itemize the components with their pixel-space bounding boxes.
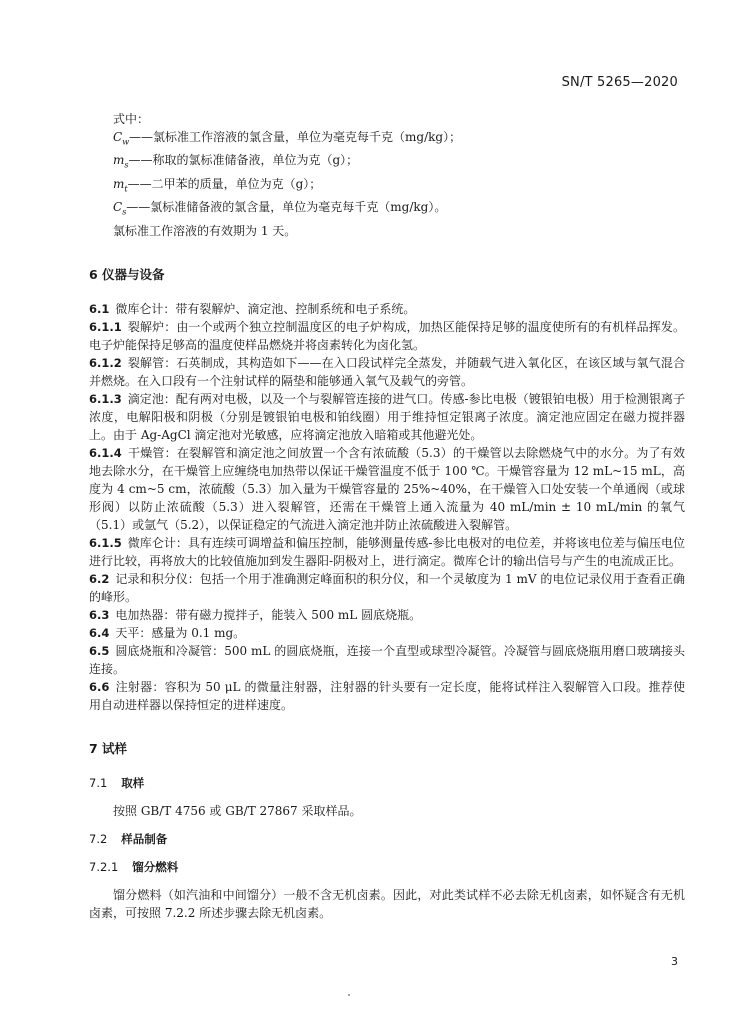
clause-6-1-5: 6.1.5 微库仑计：具有连续可调增益和偏压控制，能够测量传感-参比电极对的电位差，并将该电位差与偏压电位进行比较，再将放大的比较值施加到发生器阳-阴极对上，进行滴定。微库仑计的输出信号与产生的电流成正比。 [89, 535, 685, 568]
subsection-7-2-heading: 7.2 样品制备 [89, 831, 168, 846]
subsection-7-1-text: 按照 GB/T 4756 或 GB/T 27867 采取样品。 [113, 803, 362, 818]
where-line-ms: $m_s——$称取的氯标准储备液，单位为克（g）； [113, 153, 359, 170]
where-block [113, 110, 685, 222]
where-line-cs: $C_s——$氯标准储备液的氯含量，单位为毫克每千克（mg/kg）。 [113, 200, 447, 217]
clause-6-4: 6.4 天平：感量为 0.1 mg。 [89, 625, 246, 640]
clause-6-6: 6.6 注射器：容积为 50 μL 的微量注射器，注射器的针头要有一定长度，能将试样注入裂解管入口段。推荐使用自动进样器以保持恒定的进样速度。 [89, 679, 685, 712]
section-6-heading: 6 仪器与设备 [89, 266, 165, 282]
symbol: $m_t$ [113, 176, 128, 194]
subsection-7-2-1-heading: 7.2.1 馏分燃料 [89, 859, 179, 874]
clause-6-3: 6.3 电加热器：带有磁力搅拌子，能装入 500 mL 圆底烧瓶。 [89, 607, 422, 622]
page-number: 3 [671, 955, 678, 968]
clause-6-1-1: 6.1.1 裂解炉：由一个或两个独立控制温度区的电子炉构成，加热区能保持足够的温度使所有的有机样品挥发。电子炉能保持足够高的温度使样品燃烧并将卤素转化为卤化氢。 [89, 319, 685, 352]
section-7-heading: 7 试样 [89, 740, 128, 756]
page-content [89, 110, 685, 922]
validity-note: 氯标准工作溶液的有效期为 1 天。 [113, 223, 297, 238]
clause-6-1-4: 6.1.4 干燥管：在裂解管和滴定池之间放置一个含有浓硫酸（5.3）的干燥管以去除燃烧气中的水分。为了有效地去除水分，在干燥管上应缠绕电加热带以保证干燥管温度不低于 100 ℃。干燥管容量为 12 mL~15 mL，高度为 4 cm~5 cm，浓硫酸（5.3）加入量为干燥管容量的 25%~40%，在干燥管入口处安装一个单通阀（或球形阀）以防止浓硫酸（5.3）进入裂解管，还需在干燥管上通入流量为 40 mL/min ± 10 mL/min 的氧气（5.1）或氩气（5.2），以保证稳定的气流进入滴定池并防止浓硫酸进入裂解管。 [89, 445, 685, 532]
clause-6-1-3: 6.1.3 滴定池：配有两对电极，以及一个与裂解管连接的进气口。传感-参比电极（镀银铂电极）用于检测银离子浓度，电解阳极和阴极（分别是镀银铂电极和铂线圈）用于维持恒定银离子浓度。滴定池应固定在磁力搅拌器上。由于 Ag-AgCl 滴定池对光敏感，应将滴定池放入暗箱或其他避光处。 [89, 391, 685, 442]
where-intro: 式中： [113, 112, 150, 126]
where-line-cw: $C_w——$氯标准工作溶液的氯含量，单位为毫克每千克（mg/kg）； [113, 130, 462, 147]
symbol: $m_s$ [113, 153, 129, 170]
subsection-7-2-1-text: 馏分燃料（如汽油和中间馏分）一般不含无机卤素。因此，对此类试样不必去除无机卤素，如怀疑含有无机卤素，可按照 7.2.2 所述步骤去除无机卤素。 [89, 887, 685, 920]
clause-6-1: 6.1 微库仑计：带有裂解炉、滴定池、控制系统和电子系统。 [89, 301, 416, 316]
clause-6-1-2: 6.1.2 裂解管：石英制成，其构造如下——在入口段试样完全蒸发，并随载气进入氧化区，在该区域与氧气混合并燃烧。在入口段有一个注射试样的隔垫和能够通入氧气及载气的旁管。 [89, 355, 685, 388]
scan-speck [348, 994, 350, 996]
clause-6-2: 6.2 记录和积分仪：包括一个用于准确测定峰面积的积分仪，和一个灵敏度为 1 mV 的电位记录仪用于查看正确的峰形。 [89, 571, 685, 604]
symbol: $C_s$ [113, 200, 127, 217]
where-line-mt: $m_t——$二甲苯的质量，单位为克（g）； [113, 176, 322, 194]
symbol: $C_w$ [113, 130, 130, 147]
subsection-7-1-heading: 7.1 取样 [89, 775, 145, 790]
standard-code: SN/T 5265—2020 [561, 75, 678, 90]
clause-6-5: 6.5 圆底烧瓶和冷凝管：500 mL 的圆底烧瓶，连接一个直型或球型冷凝管。冷凝管与圆底烧瓶用磨口玻璃接头连接。 [89, 643, 685, 676]
